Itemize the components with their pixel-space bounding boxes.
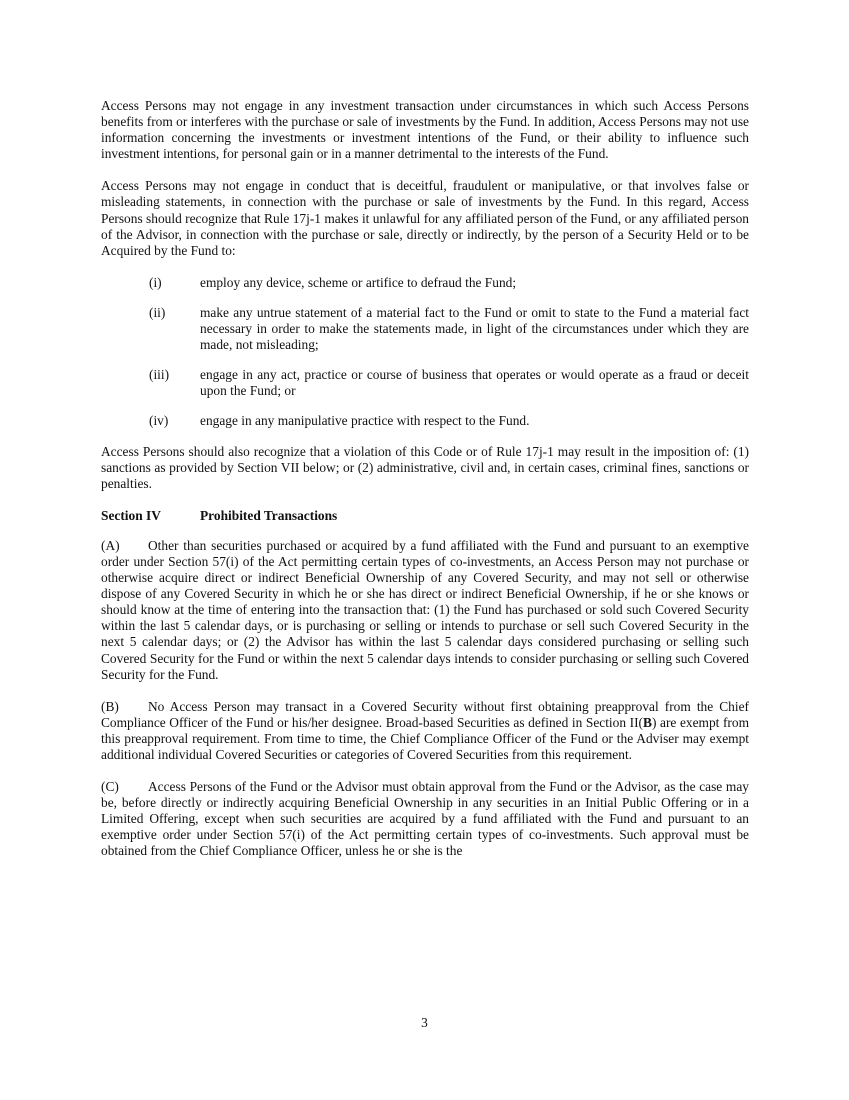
list-item-text: engage in any manipulative practice with respect to the Fund. xyxy=(200,413,530,429)
list-item-text: engage in any act, practice or course of business that operates or would operate as a fraud or deceit upon the Fund; or xyxy=(200,367,749,399)
list-item-number: (iv) xyxy=(149,413,169,429)
document-body xyxy=(101,98,749,860)
subsection-b-text-before: No Access Person may transact in a Covered Security without first obtaining preapproval from the Chief Compliance Officer of the Fund or his/her designee. Broad-based Securities as defined in Section II( xyxy=(101,698,749,730)
list-item xyxy=(101,305,749,353)
subsection-a-label: (A) xyxy=(101,537,120,553)
section-heading xyxy=(101,508,749,524)
subsection-a xyxy=(101,538,749,683)
subsection-b-text-after: ) are exempt from this preapproval requirement. From time to time, the Chief Compliance Officer of the Fund or the Adviser may exempt additional individual Covered Securities or categories of Covered Securities from this requirement. xyxy=(101,714,749,762)
list-item xyxy=(101,367,749,399)
paragraph-rule-violation: Access Persons should also recognize that a violation of this Code or of Rule 17j-1 may result in the imposition of: (1) sanctions as provided by Section VII below; or (2) administrative, civil and, in certain cases, criminal fines, sanctions or penalties. xyxy=(101,443,749,491)
subsection-c xyxy=(101,779,749,859)
list-item-number: (i) xyxy=(149,274,162,290)
paragraph-access-persons-conflicts: Access Persons may not engage in any investment transaction under circumstances in which such Access Persons benefits from or interferes with the purchase or sale of investments by the Fund. In addition, Access Persons may not use information concerning the investments or investment intentions of the Fund, or their ability to influence such investment intentions, for personal gain or in a manner detrimental to the interests of the Fund. xyxy=(101,98,749,162)
section-number: Section IV xyxy=(101,507,161,523)
list-item xyxy=(101,413,749,429)
prohibited-acts-list xyxy=(101,275,749,430)
paragraph-deceitful-conduct: Access Persons may not engage in conduct that is deceitful, fraudulent or manipulative, or that involves false or misleading statements, in connection with the purchase or sale of investments by the Fund. In this regard, Access Persons should recognize that Rule 17j-1 makes it unlawful for any affiliated person of the Fund, or any affiliated person of the Advisor, in connection with the purchase or sale, directly or indirectly, by the person of a Security Held or to be Acquired by the Fund to: xyxy=(101,178,749,258)
section-title: Prohibited Transactions xyxy=(200,507,338,523)
page-number: 3 xyxy=(421,1015,428,1030)
subsection-b-label: (B) xyxy=(101,698,119,714)
list-item-number: (ii) xyxy=(149,304,166,320)
subsection-a-text: Other than securities purchased or acquired by a fund affiliated with the Fund and pursuant to an exemptive order under Section 57(i) of the Act permitting certain types of co-investments, an Access Person may not purchase or otherwise acquire direct or indirect Beneficial Ownership of any Covered Security, and may not sell or otherwise dispose of any Covered Security in which he or she has direct or indirect Beneficial Ownership, if he or she knows or should know at the time of entering into the transaction that: (1) the Fund has purchased or sold such Covered Security within the last 5 calendar days, or is purchasing or selling or intends to purchase or sell such Covered Security in the next 5 calendar days; or (2) the Advisor has within the last 5 calendar days considered purchasing or selling such Covered Security for the Fund or within the next 5 calendar days intends to consider purchasing or selling such Covered Security for the Fund. xyxy=(101,537,749,682)
subsection-b-bold: B xyxy=(643,714,652,730)
list-item-text: make any untrue statement of a material fact to the Fund or omit to state to the Fund a material fact necessary in order to make the statements made, in light of the circumstances under which they are made, not misleading; xyxy=(200,304,749,353)
list-item-number: (iii) xyxy=(149,367,170,383)
list-item xyxy=(101,275,749,291)
list-item-text: employ any device, scheme or artifice to defraud the Fund; xyxy=(200,274,517,290)
subsection-b xyxy=(101,699,749,763)
subsection-c-text: Access Persons of the Fund or the Advisor must obtain approval from the Fund or the Advisor, as the case may be, before directly or indirectly acquiring Beneficial Ownership in any securities in an Initial Public Offering or in a Limited Offering, except when such securities are acquired by a fund affiliated with the Fund and pursuant to an exemptive order under Section 57(i) of the Act permitting certain types of co-investments. Such approval must be obtained from the Chief Compliance Officer, unless he or she is the xyxy=(101,779,749,859)
subsection-c-label: (C) xyxy=(101,779,119,795)
